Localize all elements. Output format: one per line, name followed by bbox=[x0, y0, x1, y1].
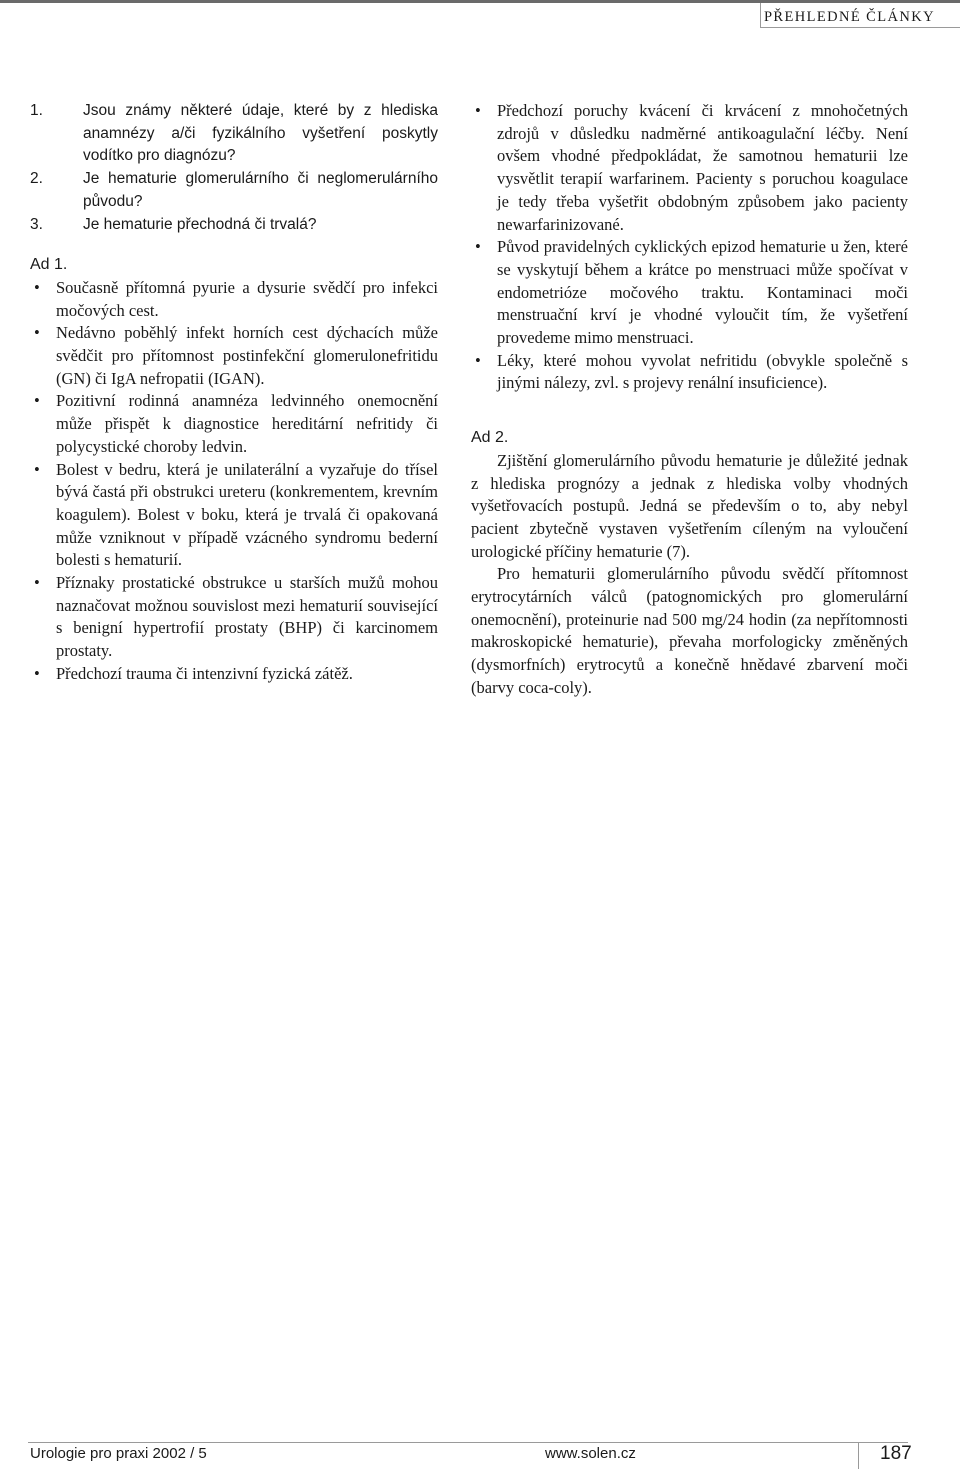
bullet-text: Pozitivní rodinná anamnéza ledvinného onemocnění může přispět k diagnostice hereditární nefritidy či polycystické choroby ledvin. bbox=[56, 391, 438, 456]
ad1-bullet-list bbox=[30, 277, 438, 686]
bullet-item bbox=[30, 390, 438, 458]
question-item bbox=[30, 168, 438, 213]
bullet-item bbox=[30, 277, 438, 322]
bullet-text: Předchozí trauma či intenzivní fyzická zátěž. bbox=[56, 663, 353, 683]
bullet-item bbox=[471, 100, 908, 236]
body-paragraph: Zjištění glomerulárního původu hematurie je důležité jednak z hlediska prognózy a jednak z hlediska volby vhodných vyšetřovacích postupů. Jedná se především o to, aby nebyl pacient zbytečně vystaven vyšetřením cíleným na vyloučení urologické příčiny hematurie (7). bbox=[471, 450, 908, 561]
bullet-icon: • bbox=[34, 391, 40, 411]
question-number: 2. bbox=[30, 170, 43, 188]
header-box bbox=[760, 3, 960, 28]
bullet-item bbox=[471, 236, 908, 350]
question-text: Jsou známy některé údaje, které by z hlediska anamnézy a/či fyzikálního vyšetření poskytly vodítko pro diagnózu? bbox=[83, 102, 438, 165]
question-text: Je hematurie glomerulárního či neglomerulárního původu? bbox=[83, 170, 438, 210]
bullet-icon: • bbox=[475, 101, 481, 120]
ad2-heading: Ad 2. bbox=[471, 429, 509, 447]
question-item bbox=[30, 100, 438, 168]
bullet-icon: • bbox=[34, 663, 40, 683]
bullet-icon: • bbox=[475, 350, 481, 370]
bullet-icon: • bbox=[475, 237, 481, 257]
bullet-text: Předchozí poruchy kvácení či krvácení z mnohočetných zdrojů v důsledku nadměrné antikoagulační léčby. Není ovšem vhodné předpokládat, že samotnou hematurii lze vysvětlit terapií warfarinem. Pacienty s poruchou koagulace je tedy třeba vyšetřit obdobným způsobem jako pacienty newarfarinizované. bbox=[497, 101, 908, 234]
bullet-icon: • bbox=[34, 277, 40, 297]
footer-divider bbox=[858, 1442, 859, 1469]
question-item bbox=[30, 214, 438, 237]
bullet-item bbox=[30, 459, 438, 573]
question-number: 3. bbox=[30, 215, 43, 233]
page-number: 187 bbox=[880, 1443, 912, 1464]
bullet-item bbox=[471, 350, 908, 395]
bullet-text: Léky, které mohou vyvolat nefritidu (obvykle společně s jinými nálezy, zvl. s projevy renální insuficience). bbox=[497, 350, 908, 393]
bullet-text: Nedávno poběhlý infekt horních cest dýchacích může svědčit pro přítomnost postinfekční glomerulonefritidu (GN) či IgA nefropatii (IGAN). bbox=[56, 323, 438, 388]
bullet-item bbox=[30, 322, 438, 390]
ad1-heading: Ad 1. bbox=[30, 256, 68, 274]
question-list bbox=[30, 100, 438, 236]
website-link[interactable]: www.solen.cz bbox=[545, 1445, 636, 1462]
question-text: Je hematurie přechodná či trvalá? bbox=[83, 215, 317, 233]
body-paragraph: Pro hematurii glomerulárního původu svědčí přítomnost erytrocytárních válců (patognomických pro glomerulární onemocnění), proteinurie nad 500 mg/24 hodin (za nepřítomnosti makroskopické hematurie), převaha morfologicky změněných (dysmorfních) erytrocytů a konečně hnědavé zbarvení moči (barvy coca-coly). bbox=[471, 564, 908, 697]
bullet-item bbox=[30, 572, 438, 663]
question-number: 1. bbox=[30, 102, 43, 119]
left-column bbox=[30, 100, 438, 686]
bullet-icon: • bbox=[34, 323, 40, 343]
journal-citation: Urologie pro praxi 2002 / 5 bbox=[30, 1445, 207, 1462]
bullet-icon: • bbox=[34, 573, 40, 593]
bullet-text: Původ pravidelných cyklických epizod hematurie u žen, které se vyskytují během a krátce po menstruaci může spočívat v endometrióze močového traktu. Kontaminaci moči menstruační krví je vhodné vyloučit tím, že vyšetření provedeme mimo menstruaci. bbox=[497, 237, 908, 348]
footer-rule bbox=[28, 1442, 908, 1443]
ad1-bullet-list-continued bbox=[471, 100, 908, 395]
right-column bbox=[471, 100, 908, 700]
section-label: PŘEHLEDNÉ ČLÁNKY bbox=[763, 9, 935, 25]
bullet-text: Současně přítomná pyurie a dysurie svědčí pro infekci močových cest. bbox=[56, 277, 438, 320]
bullet-text: Bolest v bedru, která je unilaterální a vyzařuje do třísel bývá častá při obstrukci ureteru (konkrementem, krevním koagulem). Bolest v boku, která je trvalá či opakovaná může vzniknout v případě vzácného syndromu bederní bolesti s hematurií. bbox=[56, 459, 438, 570]
bullet-item bbox=[30, 663, 438, 686]
bullet-text: Příznaky prostatické obstrukce u starších mužů mohou naznačovat možnou souvislost mezi hematurií související s benigní hypertrofií prostaty (BHP) či karcinomem prostaty. bbox=[56, 573, 438, 661]
bullet-icon: • bbox=[34, 459, 40, 479]
